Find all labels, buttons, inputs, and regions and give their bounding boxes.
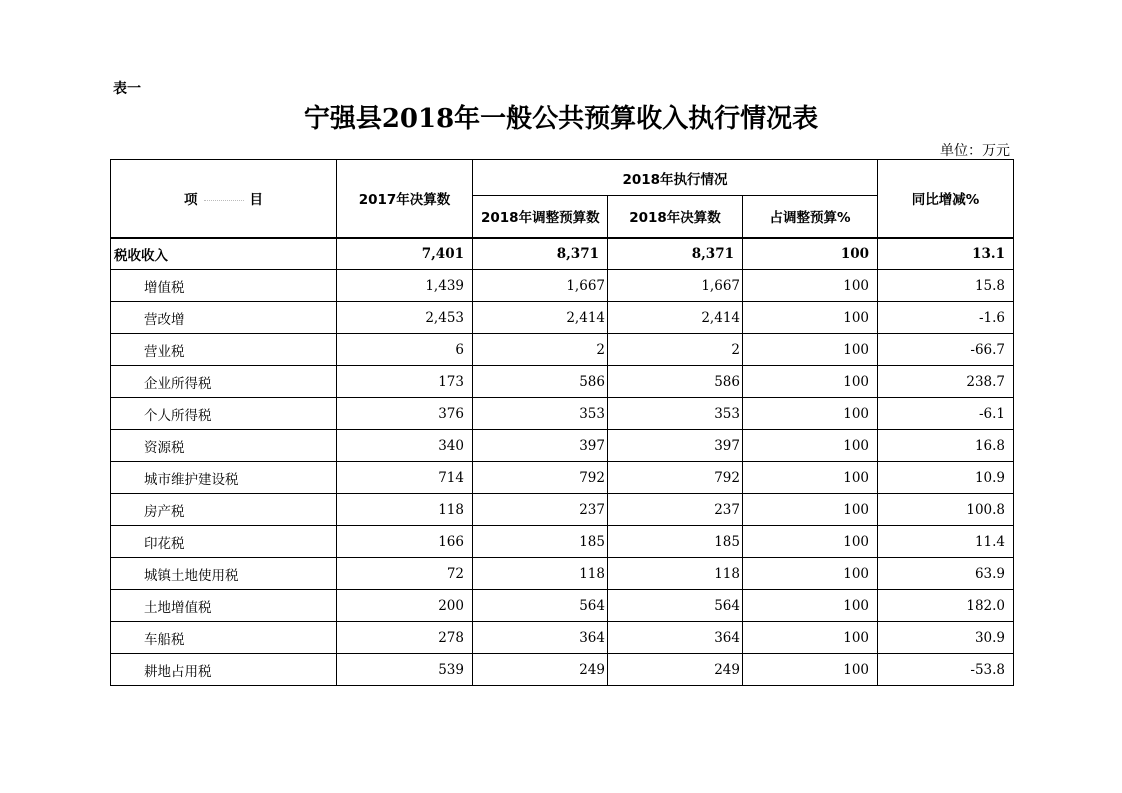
- table-row: [111, 430, 1014, 462]
- row-percent: 100: [743, 398, 878, 430]
- header-item: [111, 160, 337, 238]
- table-row: [111, 462, 1014, 494]
- header-percent: 占调整预算%: [743, 196, 878, 238]
- row-percent: 100: [743, 270, 878, 302]
- row-2017-final: 714: [337, 462, 473, 494]
- row-2017-final: 173: [337, 366, 473, 398]
- row-percent: 100: [743, 526, 878, 558]
- header-2017-final: 2017年决算数: [337, 160, 473, 238]
- row-yoy: 100.8: [878, 494, 1014, 526]
- row-name: 土地增值税: [111, 590, 337, 622]
- row-yoy: -66.7: [878, 334, 1014, 366]
- header-2018-adjusted: 2018年调整预算数: [473, 196, 608, 238]
- row-2018-adjusted: 237: [473, 494, 608, 526]
- header-item-spacer: [204, 200, 244, 201]
- row-percent: 100: [743, 302, 878, 334]
- table-row: [111, 558, 1014, 590]
- row-2017-final: 200: [337, 590, 473, 622]
- row-2018-final: 397: [608, 430, 743, 462]
- row-2018-adjusted: 364: [473, 622, 608, 654]
- total-row-2017: 7,401: [337, 238, 473, 270]
- row-2018-adjusted: 792: [473, 462, 608, 494]
- row-name: 营改增: [111, 302, 337, 334]
- row-2018-adjusted: 2: [473, 334, 608, 366]
- row-name: 城镇土地使用税: [111, 558, 337, 590]
- table-body: [111, 238, 1014, 686]
- row-percent: 100: [743, 558, 878, 590]
- total-row-percent: 100: [743, 238, 878, 270]
- row-yoy: 11.4: [878, 526, 1014, 558]
- header-2018-group: 2018年执行情况: [473, 160, 878, 196]
- row-2018-final: 353: [608, 398, 743, 430]
- row-2018-final: 364: [608, 622, 743, 654]
- table-header: [111, 160, 1014, 238]
- row-2018-final: 564: [608, 590, 743, 622]
- row-percent: 100: [743, 430, 878, 462]
- table-row: [111, 366, 1014, 398]
- row-percent: 100: [743, 622, 878, 654]
- header-row-1: [111, 160, 1014, 196]
- row-2018-adjusted: 586: [473, 366, 608, 398]
- table-row: [111, 622, 1014, 654]
- row-name: 企业所得税: [111, 366, 337, 398]
- table-row: [111, 398, 1014, 430]
- table-row: [111, 526, 1014, 558]
- row-name: 印花税: [111, 526, 337, 558]
- row-2017-final: 1,439: [337, 270, 473, 302]
- row-yoy: 63.9: [878, 558, 1014, 590]
- row-2018-adjusted: 118: [473, 558, 608, 590]
- row-2018-adjusted: 2,414: [473, 302, 608, 334]
- row-percent: 100: [743, 462, 878, 494]
- row-2018-final: 118: [608, 558, 743, 590]
- row-percent: 100: [743, 494, 878, 526]
- row-2018-final: 237: [608, 494, 743, 526]
- row-2017-final: 118: [337, 494, 473, 526]
- table-row: [111, 302, 1014, 334]
- row-2018-final: 586: [608, 366, 743, 398]
- page-title: 宁强县2018年一般公共预算收入执行情况表: [303, 104, 819, 134]
- row-2018-adjusted: 249: [473, 654, 608, 686]
- header-2018-final: 2018年决算数: [608, 196, 743, 238]
- row-2018-final: 249: [608, 654, 743, 686]
- row-yoy: -6.1: [878, 398, 1014, 430]
- row-2017-final: 2,453: [337, 302, 473, 334]
- row-2017-final: 278: [337, 622, 473, 654]
- row-yoy: 16.8: [878, 430, 1014, 462]
- row-name: 营业税: [111, 334, 337, 366]
- row-2018-final: 792: [608, 462, 743, 494]
- row-2017-final: 376: [337, 398, 473, 430]
- table-row: [111, 494, 1014, 526]
- row-2017-final: 166: [337, 526, 473, 558]
- row-yoy: -1.6: [878, 302, 1014, 334]
- row-yoy: 10.9: [878, 462, 1014, 494]
- row-2017-final: 539: [337, 654, 473, 686]
- row-2018-adjusted: 397: [473, 430, 608, 462]
- total-row-2018-final: 8,371: [608, 238, 743, 270]
- row-percent: 100: [743, 654, 878, 686]
- row-percent: 100: [743, 366, 878, 398]
- total-row: [111, 238, 1014, 270]
- header-item-part1: 项: [184, 192, 198, 209]
- row-name: 车船税: [111, 622, 337, 654]
- table-row: [111, 270, 1014, 302]
- table-row: [111, 654, 1014, 686]
- row-2017-final: 6: [337, 334, 473, 366]
- row-name: 耕地占用税: [111, 654, 337, 686]
- header-yoy: 同比增减%: [878, 160, 1014, 238]
- row-2018-adjusted: 185: [473, 526, 608, 558]
- row-name: 个人所得税: [111, 398, 337, 430]
- row-name: 资源税: [111, 430, 337, 462]
- row-percent: 100: [743, 334, 878, 366]
- unit-label: 单位：万元: [940, 143, 1010, 159]
- total-row-2018-adjusted: 8,371: [473, 238, 608, 270]
- table-row: [111, 590, 1014, 622]
- row-2018-final: 2,414: [608, 302, 743, 334]
- row-2017-final: 340: [337, 430, 473, 462]
- table-row: [111, 334, 1014, 366]
- row-2018-final: 185: [608, 526, 743, 558]
- row-yoy: 15.8: [878, 270, 1014, 302]
- table-label: 表一: [113, 81, 141, 97]
- total-row-yoy: 13.1: [878, 238, 1014, 270]
- row-yoy: 182.0: [878, 590, 1014, 622]
- row-percent: 100: [743, 590, 878, 622]
- total-row-name: 税收收入: [111, 238, 337, 270]
- row-2018-final: 1,667: [608, 270, 743, 302]
- row-2017-final: 72: [337, 558, 473, 590]
- row-yoy: 30.9: [878, 622, 1014, 654]
- row-2018-final: 2: [608, 334, 743, 366]
- row-2018-adjusted: 564: [473, 590, 608, 622]
- row-2018-adjusted: 1,667: [473, 270, 608, 302]
- row-name: 城市维护建设税: [111, 462, 337, 494]
- row-yoy: 238.7: [878, 366, 1014, 398]
- row-2018-adjusted: 353: [473, 398, 608, 430]
- budget-table: [110, 159, 1014, 686]
- header-item-part2: 目: [249, 192, 263, 209]
- row-name: 增值税: [111, 270, 337, 302]
- row-yoy: -53.8: [878, 654, 1014, 686]
- row-name: 房产税: [111, 494, 337, 526]
